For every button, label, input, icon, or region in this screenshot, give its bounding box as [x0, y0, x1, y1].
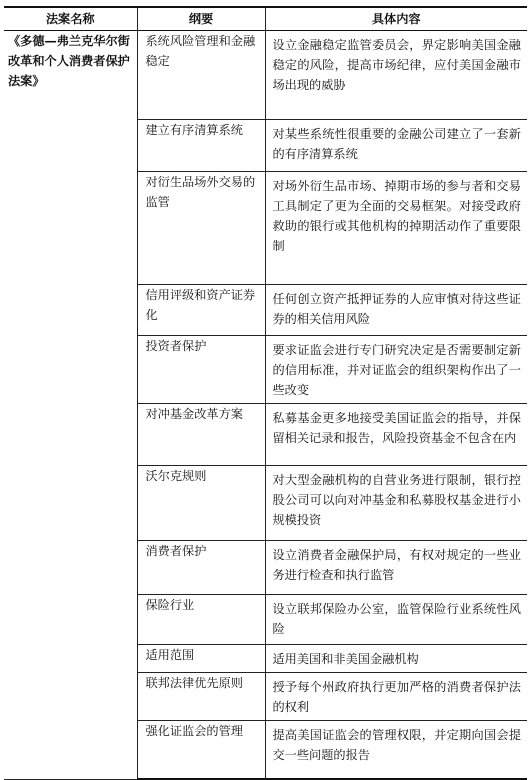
- content-cell: 对大型金融机构的自营业务进行限制，银行控股公司可以向对冲基金和私募股权基金进行小规模投资: [265, 465, 527, 540]
- outline-cell: 对冲基金改革方案: [137, 403, 265, 465]
- content-cell: 要求证监会进行专门研究决定是否需要制定新的信用标准，并对证监会的组织架构作出了一些改变: [265, 335, 527, 403]
- outline-cell: 保险行业: [137, 594, 265, 644]
- outline-cell: 对衍生品场外交易的监管: [137, 171, 265, 284]
- content-cell: 私募基金更多地接受美国证监会的指导，并保留相关记录和报告，风险投资基金不包含在内: [265, 403, 527, 465]
- content-cell: 任何创立资产抵押证券的人应审慎对待这些证券的相关信用风险: [265, 284, 527, 335]
- outline-cell: 系统风险管理和金融稳定: [137, 30, 265, 119]
- header-law-name: 法案名称: [4, 7, 137, 30]
- header-row: [4, 7, 527, 30]
- outline-cell: 信用评级和资产证券化: [137, 284, 265, 335]
- outline-cell: 投资者保护: [137, 335, 265, 403]
- law-name-cell: 《多德—弗兰克华尔街改革和个人消费者保护法案》: [4, 30, 137, 779]
- outline-cell: 建立有序清算系统: [137, 119, 265, 171]
- content-cell: 设立金融稳定监管委员会，界定影响美国金融稳定的风险，提高市场纪律，应付美国金融市场出现的威胁: [265, 30, 527, 119]
- header-outline: 纲要: [137, 7, 265, 30]
- content-cell: 对某些系统性很重要的金融公司建立了一套新的有序清算系统: [265, 119, 527, 171]
- content-cell: 设立联邦保险办公室，监管保险行业系统性风险: [265, 594, 527, 644]
- outline-cell: 联邦法律优先原则: [137, 672, 265, 720]
- outline-cell: 消费者保护: [137, 540, 265, 594]
- content-cell: 设立消费者金融保护局，有权对规定的一些业务进行检查和执行监管: [265, 540, 527, 594]
- content-cell: 适用美国和非美国金融机构: [265, 644, 527, 672]
- outline-cell: 强化证监会的管理: [137, 720, 265, 779]
- table-row: [4, 30, 527, 119]
- law-table: [4, 6, 527, 780]
- header-content: 具体内容: [265, 7, 527, 30]
- outline-cell: 沃尔克规则: [137, 465, 265, 540]
- content-cell: 对场外衍生品市场、掉期市场的参与者和交易工具制定了更为全面的交易框架。对接受政府救助的银行或其他机构的掉期活动作了重要限制: [265, 171, 527, 284]
- content-cell: 提高美国证监会的管理权限，并定期向国会提交一些问题的报告: [265, 720, 527, 779]
- outline-cell: 适用范围: [137, 644, 265, 672]
- content-cell: 授予每个州政府执行更加严格的消费者保护法的权利: [265, 672, 527, 720]
